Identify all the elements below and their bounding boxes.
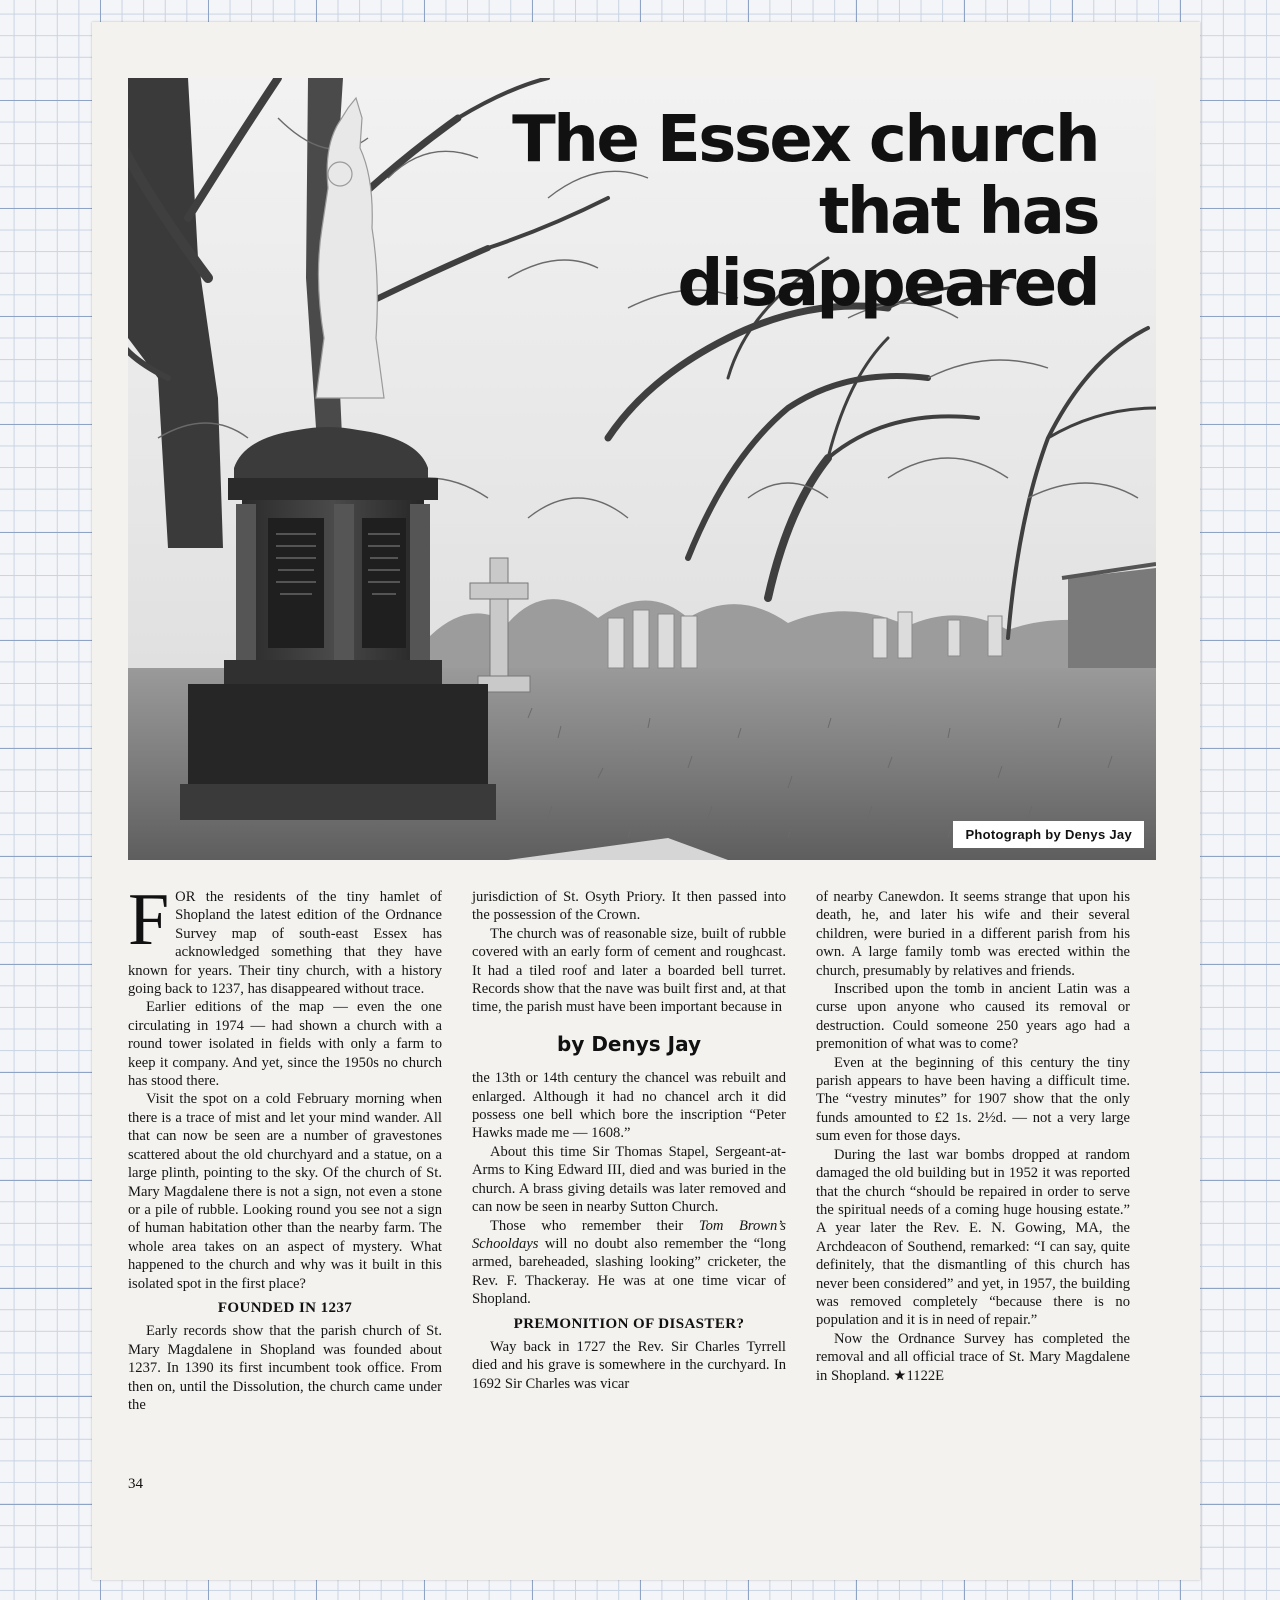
book-title: Tom Brown’s Schooldays <box>472 1217 786 1252</box>
photo-credit: Photograph by Denys Jay <box>953 821 1144 848</box>
headline-line-3: disappeared <box>677 247 1098 321</box>
drop-cap: F <box>128 879 170 961</box>
paragraph <box>472 1217 786 1309</box>
paragraph: Even at the beginning of this century the tiny parish appears to have been having a difficult time. The “vestry minutes” for 1907 show that the only funds amounted to £2 1s. 2½d. — not a very large sum even for those days. <box>816 1054 1130 1145</box>
paragraph: The church was of reasonable size, built of rubble covered with an early form of cement and roughcast. It had a tiled roof and later a boarded bell turret. Records show that the nave was built first and, at that time, the parish must have been important because in <box>472 925 786 1016</box>
churchyard-photo <box>128 78 1156 860</box>
paragraph-text: OR the residents of the tiny hamlet of Shopland the latest edition of the Ordnance Survey map of south-east Essex has acknowledged something that they have known for years. Their tiny church, with a history going back to 1237, has disappeared without trace. <box>128 889 442 998</box>
paragraph: the 13th or 14th century the chancel was rebuilt and enlarged. Although it had no chancel arch it did possess one bell which bore the inscription “Peter Hawks made me — 1608.” <box>472 1070 786 1142</box>
magazine-page <box>92 22 1200 1580</box>
paragraph: About this time Sir Thomas Stapel, Sergeant-at-Arms to King Edward III, died and was buried in the church. A brass giving details was later removed and can now be seen in nearby Sutton Church. <box>472 1143 786 1216</box>
headline <box>512 104 1098 320</box>
paragraph: jurisdiction of St. Osyth Priory. It then passed into the possession of the Crown. <box>472 889 786 924</box>
headline-line-1: The Essex church <box>512 103 1098 177</box>
paragraph-text: Those who remember their <box>490 1217 699 1234</box>
paragraph: Way back in 1727 the Rev. Sir Charles Tyrrell died and his grave is somewhere in the curchyard. In 1692 Sir Charles was vicar <box>472 1338 786 1392</box>
article-column-3 <box>816 888 1130 1385</box>
paragraph: of nearby Canewdon. It seems strange that upon his death, he, and later his wife and their several children, were buried in a different parish from his own. A large family tomb was erected within the church, presumably by relatives and friends. <box>816 889 1130 979</box>
paragraph <box>128 879 442 998</box>
page-number: 34 <box>128 1476 143 1492</box>
paragraph: During the last war bombs dropped at random damaged the old building but in 1952 it was reported that the church “should be repaired in order to serve the spiritual needs of a coming huge housing estate.” A year later the Rev. E. N. Gowing, MA, the Archdeacon of Southend, remarked: “I can say, quite definitely, that the dismantling of this church has never been considered” and yet, in 1957, the building was removed completely “because there is no population and it is in need of repair.” <box>816 1146 1130 1329</box>
section-heading: FOUNDED IN 1237 <box>217 1299 353 1316</box>
article-column-2 <box>472 888 786 1393</box>
paragraph: Early records show that the parish church of St. Mary Magdalene in Shopland was founded about 1237. In 1390 its first incumbent took office. From then on, until the Dissolution, the church came under the <box>128 1323 442 1413</box>
paragraph: Earlier editions of the map — even the one circulating in 1974 — had shown a church with a round tower isolated in fields with only a farm to keep it company. And yet, since the 1950s no church has stood there. <box>128 999 442 1090</box>
headline-line-2: that has <box>818 175 1098 249</box>
paragraph-text: will no doubt also remember the “long armed, bareheaded, slashing looking” cricketer, the Rev. F. Thackeray. He was at one time vicar of Shopland. <box>472 1235 786 1308</box>
paragraph: Now the Ordnance Survey has completed the removal and all official trace of St. Mary Magdalene in Shopland. ★1122E <box>816 1330 1130 1384</box>
section-heading: PREMONITION OF DISASTER? <box>513 1315 745 1332</box>
paragraph: Visit the spot on a cold February morning when there is a trace of mist and let your mind wander. All that can now be seen are a number of gravestones scattered about the old churchyard and a statue, on a large plinth, pointing to the sky. Of the church of St. Mary Magdalene there is not a sign, not even a stone or a pile of rubble. Looking round you see not a sign of human habitation other than the nearby farm. The whole area takes on an aspect of mystery. What happened to the church and why was it built in this isolated spot in the first place? <box>128 1091 442 1292</box>
paragraph: Inscribed upon the tomb in ancient Latin was a curse upon anyone who caused its removal or destruction. Could someone 250 years ago had a premonition of what was to come? <box>816 981 1130 1053</box>
article-column-1 <box>128 879 442 1414</box>
byline: by Denys Jay <box>557 1031 701 1056</box>
